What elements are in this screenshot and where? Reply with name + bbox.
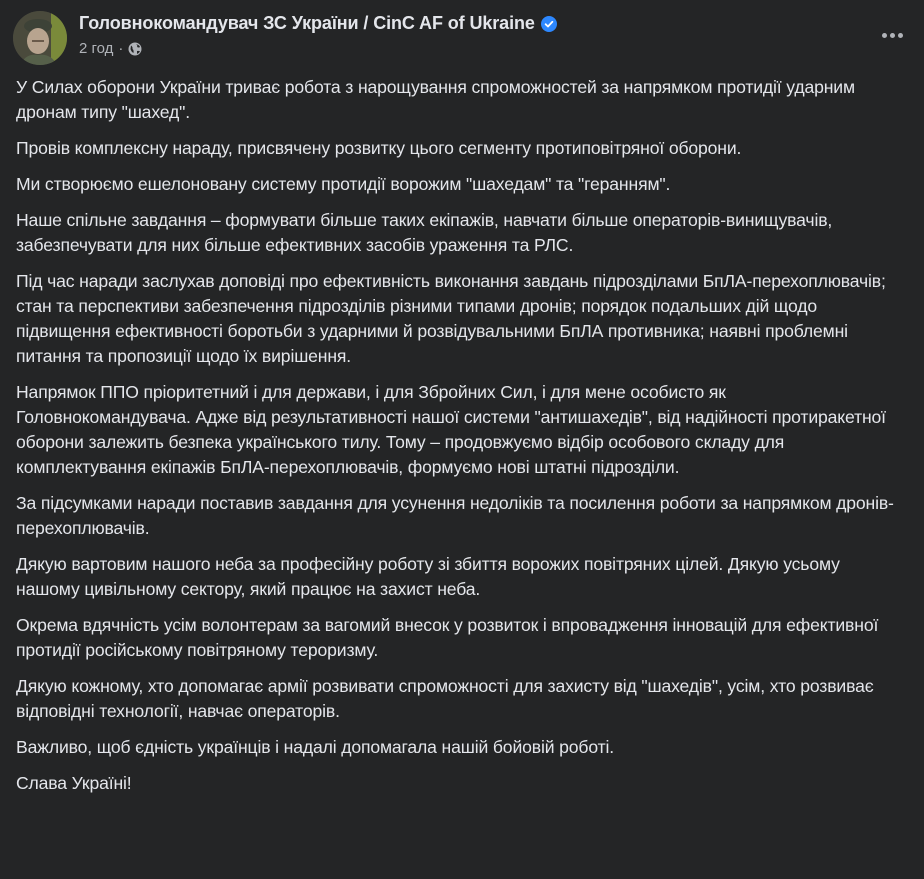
more-options-icon-dot	[890, 33, 895, 38]
avatar-image	[13, 11, 67, 65]
post-paragraph: Дякую вартовим нашого неба за професійну роботу зі збиття ворожих повітряних цілей. Дякую усьому нашому цивільному сектору, який працює на захист неба.	[16, 554, 840, 599]
post-paragraph: Напрямок ППО пріоритетний і для держави, і для Збройних Сил, і для мене особисто як Головнокомандувача. Адже від результативності нашої системи "антишахедів", від надійності протиракетної оборони залежить безпека українського тилу. Тому – продовжуємо відбір особового складу для комплектування екіпажів БпЛА-перехоплювачів, формуємо нові штатні підрозділи.	[16, 382, 886, 477]
more-options-button[interactable]	[874, 22, 910, 48]
post-paragraph: Ми створюємо ешелоновану систему протидії ворожим "шахедам" та "геранням".	[16, 174, 671, 194]
post-paragraph: За підсумками наради поставив завдання для усунення недоліків та посилення роботи за напрямком дронів-перехоплювачів.	[16, 493, 894, 538]
more-options-icon-dot	[882, 33, 887, 38]
post-paragraph: У Силах оборони України триває робота з нарощування спроможностей за напрямком протидії ударним дронам типу "шахед".	[16, 77, 855, 122]
author-avatar[interactable]	[13, 11, 67, 65]
post-paragraph: Окрема вдячність усім волонтерам за вагомий внесок у розвиток і впровадження інновацій для ефективної протидії російському повітряному тероризму.	[16, 615, 879, 660]
post-body	[16, 75, 896, 807]
post-header	[0, 0, 924, 72]
post-meta	[79, 40, 142, 57]
post-paragraph: Важливо, щоб єдність українців і надалі допомагала нашій бойовій роботі.	[16, 737, 614, 757]
author-name-link[interactable]: Головнокомандувач ЗС України / CinC AF of Ukraine	[79, 13, 535, 33]
post-paragraph: Провів комплексну нараду, присвячену розвитку цього сегменту протиповітряної оборони.	[16, 138, 742, 158]
meta-separator: ·	[118, 40, 124, 57]
post-timestamp-link[interactable]: 2 год	[79, 40, 114, 57]
more-options-icon-dot	[898, 33, 903, 38]
post-paragraph: Слава Україні!	[16, 773, 132, 793]
globe-icon[interactable]	[128, 42, 142, 56]
author-line	[79, 13, 557, 34]
post-paragraph: Під час наради заслухав доповіді про ефективність виконання завдань підрозділами БпЛА-перехоплювачів; стан та перспективи забезпечення підрозділів різними типами дронів; порядок подальших дій щодо підвищення ефективності боротьби з ударними й розвідувальними БпЛА противника; наявні проблемні питання та пропозиції щодо їх вирішення.	[16, 271, 886, 366]
post-paragraph: Наше спільне завдання – формувати більше таких екіпажів, навчати більше операторів-винищувачів, забезпечувати для них більше ефективних засобів ураження та РЛС.	[16, 210, 833, 255]
verified-badge-icon	[541, 16, 557, 32]
post-paragraph: Дякую кожному, хто допомагає армії розвивати спроможності для захисту від "шахедів", усім, хто розвиває відповідні технології, навчає операторів.	[16, 676, 874, 721]
